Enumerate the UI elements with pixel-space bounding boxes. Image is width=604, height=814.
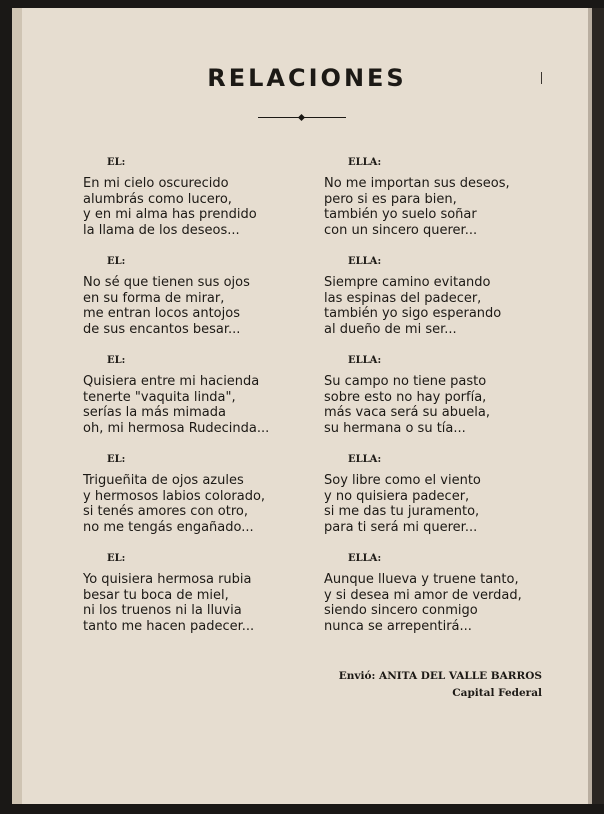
verse-line: serías la más mimada — [83, 405, 226, 420]
stanza — [83, 156, 313, 255]
speaker-label: ELLA: — [348, 454, 382, 465]
stanza — [324, 552, 554, 651]
verse-line: en su forma de mirar, — [83, 290, 225, 306]
verse-line: sobre esto no hay porfía, — [324, 389, 487, 405]
stanza — [324, 255, 554, 354]
speaker-label: ELLA: — [348, 256, 382, 267]
speaker-label: EL: — [107, 157, 126, 168]
verse-line: Aunque llueva y truene tanto, — [324, 572, 519, 587]
credit-sender: Envió: ANITA DEL VALLE BARROS — [338, 670, 542, 682]
verse-line: me entran locos antojos — [83, 306, 240, 321]
verse-line: No me importan sus deseos, — [324, 176, 510, 191]
title-ornament — [258, 116, 346, 119]
verse-line: Su campo no tiene pasto — [324, 374, 487, 389]
speaker-label: ELLA: — [348, 553, 382, 564]
verse-line: al dueño de mi ser... — [324, 321, 457, 337]
stanza — [83, 255, 313, 354]
stanza — [324, 354, 554, 453]
speaker-label: ELLA: — [348, 355, 382, 366]
verse — [83, 572, 313, 634]
verse-line: si me das tu juramento, — [324, 504, 480, 519]
verse-line: y no quisiera padecer, — [324, 488, 470, 504]
right-column — [324, 156, 554, 651]
verse — [324, 374, 554, 436]
credit-location: Capital Federal — [452, 687, 542, 699]
verse-line: la llama de los deseos... — [83, 222, 240, 238]
page-title: RELACIONES — [207, 64, 407, 92]
verse-line: besar tu boca de miel, — [83, 587, 229, 603]
verse-line: no me tengás engañado... — [83, 519, 254, 535]
stanza — [324, 453, 554, 552]
speaker-label: ELLA: — [348, 157, 382, 168]
verse-line: las espinas del padecer, — [324, 290, 482, 306]
speaker-label: EL: — [107, 553, 126, 564]
verse-line: y en mi alma has prendido — [83, 207, 257, 222]
verse-line: Soy libre como el viento — [324, 473, 481, 488]
verse-line: tanto me hacen padecer... — [83, 618, 255, 634]
verse-line: y hermosos labios colorado, — [83, 488, 266, 504]
verse-line: Siempre camino evitando — [324, 275, 491, 290]
speaker-label: EL: — [107, 355, 126, 366]
verse — [83, 275, 313, 337]
verse-line: pero si es para bien, — [324, 191, 457, 207]
stanza — [83, 354, 313, 453]
verse-line: tenerte "vaquita linda", — [83, 389, 236, 405]
verse — [324, 176, 554, 238]
verse — [83, 473, 313, 535]
verse — [83, 176, 313, 238]
stanza — [83, 453, 313, 552]
speaker-label: EL: — [107, 256, 126, 267]
verse-line: No sé que tienen sus ojos — [83, 275, 250, 290]
verse-line: Yo quisiera hermosa rubia — [83, 572, 252, 587]
verse-line: alumbrás como lucero, — [83, 191, 232, 207]
verse-line: su hermana o su tía... — [324, 420, 466, 436]
verse-line: si tenés amores con otro, — [83, 504, 248, 519]
left-column — [83, 156, 313, 651]
verse-line: nunca se arrepentirá... — [324, 618, 472, 634]
verse-line: más vaca será su abuela, — [324, 405, 490, 420]
verse — [83, 374, 313, 436]
verse — [324, 572, 554, 634]
verse-line: de sus encantos besar... — [83, 321, 241, 337]
verse-line: Trigueñita de ojos azules — [83, 473, 244, 488]
credit — [339, 668, 542, 702]
verse-line: siendo sincero conmigo — [324, 603, 478, 618]
stanza — [324, 156, 554, 255]
verse-line: Quisiera entre mi hacienda — [83, 374, 260, 389]
verse — [324, 473, 554, 535]
verse-line: para ti será mi querer... — [324, 519, 478, 535]
verse-line: y si desea mi amor de verdad, — [324, 587, 522, 603]
verse-line: también yo sigo esperando — [324, 306, 502, 321]
speaker-label: EL: — [107, 454, 126, 465]
stanza — [83, 552, 313, 651]
verse-line: con un sincero querer... — [324, 222, 478, 238]
verse-line: oh, mi hermosa Rudecinda... — [83, 420, 270, 436]
verse-line: también yo suelo soñar — [324, 207, 477, 222]
verse — [324, 275, 554, 337]
verse-line: ni los truenos ni la lluvia — [83, 603, 242, 618]
page-edge — [588, 8, 604, 804]
verse-line: En mi cielo oscurecido — [83, 176, 229, 191]
